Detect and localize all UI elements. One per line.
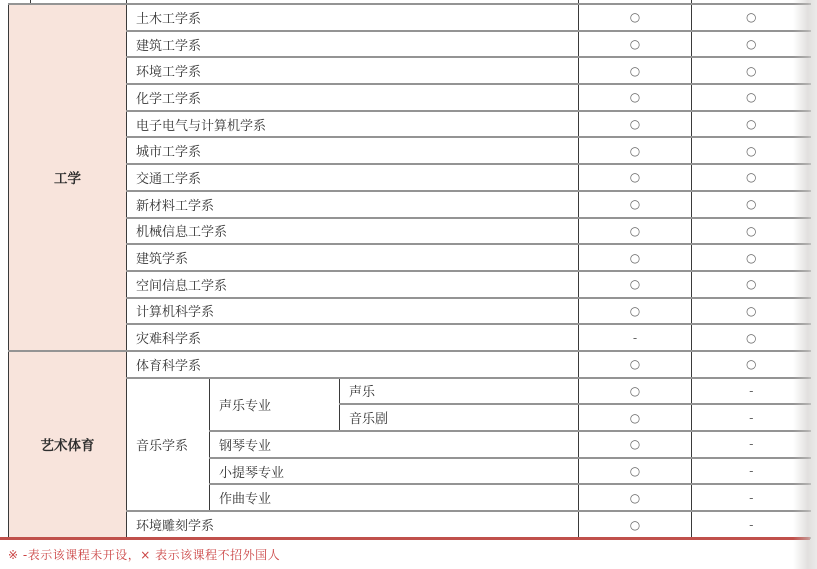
table-row [9,218,811,245]
table-row [9,31,811,58]
availability-cell-a: ○ [579,111,692,138]
category-cell-arts-sports: 艺术体育 [9,351,127,538]
table-row [9,84,811,111]
table-row [9,324,811,351]
availability-cell-b: ○ [692,4,811,31]
red-divider-line [0,537,810,540]
department-cell: 新材料工学系 [127,191,579,218]
sub-course-cell: 声乐 [340,378,579,405]
table-row [9,191,811,218]
availability-cell-b: ○ [692,218,811,245]
department-cell: 机械信息工学系 [127,218,579,245]
availability-cell-a: ○ [579,431,692,458]
availability-cell-a: ○ [579,164,692,191]
availability-cell-b: ○ [692,164,811,191]
availability-cell-b: ○ [692,191,811,218]
availability-cell-b: - [692,431,811,458]
table-row [9,137,811,164]
availability-cell-a: ○ [579,31,692,58]
availability-cell-a: ○ [579,378,692,405]
availability-cell-a: ○ [579,271,692,298]
availability-cell-a: ○ [579,244,692,271]
availability-cell-b: ○ [692,298,811,325]
availability-cell-a: ○ [579,137,692,164]
availability-cell-b: ○ [692,351,811,378]
department-cell: 环境雕刻学系 [127,511,579,538]
department-cell: 建筑工学系 [127,31,579,58]
availability-cell-a: ○ [579,351,692,378]
table-row [9,57,811,84]
department-cell: 体育科学系 [127,351,579,378]
availability-cell-b: ○ [692,57,811,84]
department-cell: 建筑学系 [127,244,579,271]
table-row [9,4,811,31]
course-availability-table [8,3,811,539]
major-cell: 作曲专业 [210,484,579,511]
sub-course-cell: 音乐剧 [340,404,579,431]
department-cell: 化学工学系 [127,84,579,111]
table-row [9,298,811,325]
availability-cell-b: ○ [692,31,811,58]
availability-cell-b: - [692,484,811,511]
category-cell-engineering: 工学 [9,4,127,351]
table-row [9,111,811,138]
department-cell: 土木工学系 [127,4,579,31]
availability-cell-a: ○ [579,511,692,538]
availability-cell-a: ○ [579,57,692,84]
availability-cell-a: ○ [579,298,692,325]
department-cell: 交通工学系 [127,164,579,191]
availability-cell-b: ○ [692,244,811,271]
table-row [9,351,811,378]
table-row [9,378,811,405]
availability-cell-b: - [692,458,811,485]
availability-cell-b: - [692,378,811,405]
availability-cell-b: ○ [692,111,811,138]
table-row [9,511,811,538]
availability-cell-a: ○ [579,84,692,111]
table-row [9,164,811,191]
availability-cell-a: - [579,324,692,351]
availability-cell-b: ○ [692,324,811,351]
department-cell: 城市工学系 [127,137,579,164]
department-cell: 空间信息工学系 [127,271,579,298]
availability-cell-a: ○ [579,191,692,218]
availability-cell-b: ○ [692,271,811,298]
music-department-cell: 音乐学系 [127,378,210,511]
availability-cell-a: ○ [579,484,692,511]
availability-cell-a: ○ [579,218,692,245]
department-cell: 电子电气与计算机学系 [127,111,579,138]
major-cell: 小提琴专业 [210,458,579,485]
major-cell: 钢琴专业 [210,431,579,458]
availability-cell-b: ○ [692,137,811,164]
department-cell: 计算机科学系 [127,298,579,325]
availability-cell-b: - [692,404,811,431]
table-row [9,271,811,298]
table-row [9,244,811,271]
availability-cell-a: ○ [579,4,692,31]
department-cell: 环境工学系 [127,57,579,84]
availability-cell-a: ○ [579,458,692,485]
availability-cell-b: ○ [692,84,811,111]
availability-cell-a: ○ [579,404,692,431]
footnote: ※ -表示该课程未开设，× 表示该课程不招外国人 [8,548,281,562]
vocal-major-cell: 声乐专业 [210,378,340,431]
availability-cell-b: - [692,511,811,538]
department-cell: 灾难科学系 [127,324,579,351]
